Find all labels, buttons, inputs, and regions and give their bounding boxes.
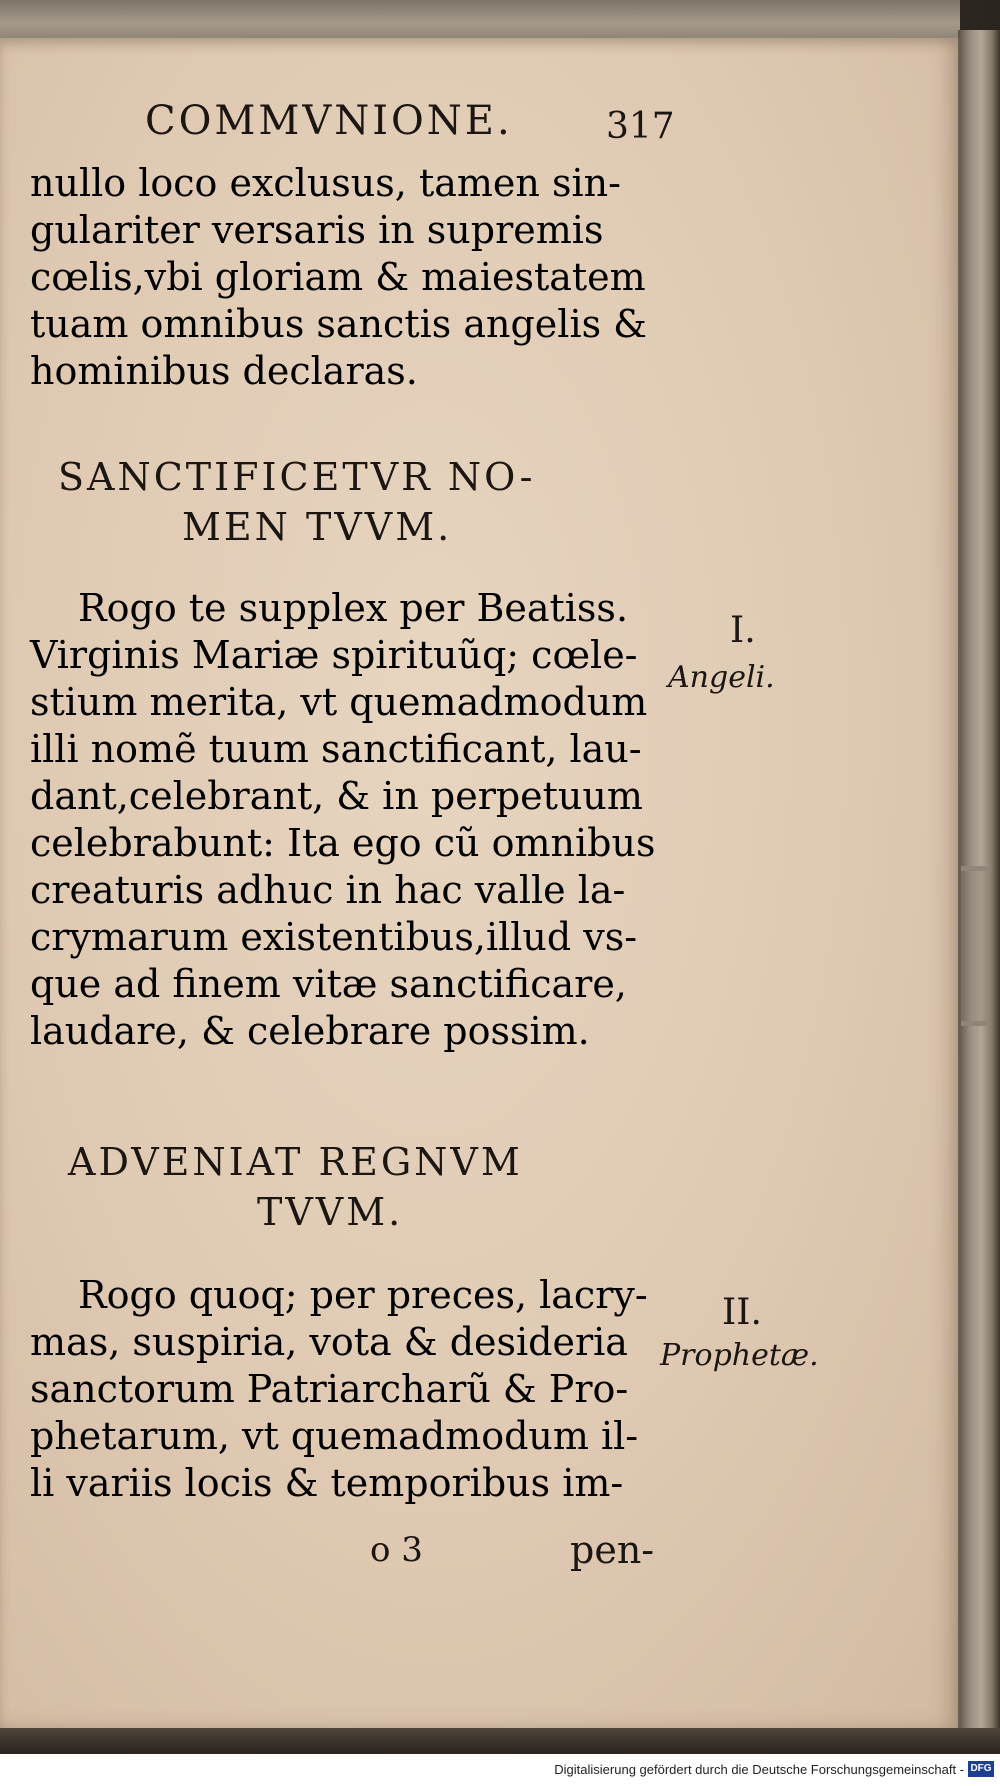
text-line: que ad finem vitæ sanctificare, xyxy=(30,962,627,1006)
text-line: Virginis Mariæ spirituũq; cœle- xyxy=(30,633,638,677)
text-line: cœlis,vbi gloriam & maiestatem xyxy=(30,255,646,299)
text-line: mas, suspiria, vota & desideria xyxy=(30,1320,628,1364)
section-heading-1-line2: MEN TVVM. xyxy=(182,505,453,549)
continuation-paragraph xyxy=(30,160,670,395)
text-line: sanctorum Patriarcharũ & Pro- xyxy=(30,1367,629,1411)
marginal-note-2: Prophetæ. xyxy=(660,1338,819,1373)
text-line: hominibus declaras. xyxy=(30,349,418,393)
funding-credit: Digitalisierung gefördert durch die Deutsche Forschungsgemeinschaft - xyxy=(554,1762,964,1777)
text-line: tuam omnibus sanctis angelis & xyxy=(30,302,647,346)
running-head: COMMVNIONE. xyxy=(145,98,513,144)
text-line: gulariter versaris in supremis xyxy=(30,208,604,252)
section-heading-1-line1: SANCTIFICETVR NO- xyxy=(58,455,536,499)
book-bottom-edge xyxy=(0,1728,1000,1754)
section-2-paragraph xyxy=(30,1272,670,1507)
section-heading-2-line2: TVVM. xyxy=(257,1190,404,1234)
page-number: 317 xyxy=(606,106,675,147)
footer-bar xyxy=(0,1754,1000,1786)
text-line: dant,celebrant, & in perpetuum xyxy=(30,774,643,818)
text-line: li variis locis & temporibus im- xyxy=(30,1461,624,1505)
text-line: Rogo quoq; per preces, lacry- xyxy=(78,1273,648,1317)
marginal-number-1: I. xyxy=(730,610,756,651)
text-line: celebrabunt: Ita ego cũ omnibus xyxy=(30,821,656,865)
signature-mark: o 3 xyxy=(370,1530,423,1570)
dfg-logo: DFG xyxy=(968,1761,994,1777)
text-line: laudare, & celebrare possim. xyxy=(30,1009,590,1053)
text-line: nullo loco exclusus, tamen sin- xyxy=(30,161,621,205)
text-line: phetarum, vt quemadmodum il- xyxy=(30,1414,639,1458)
text-line: crymarum existentibus,illud vs- xyxy=(30,915,638,959)
text-line: Rogo te supplex per Beatiss. xyxy=(78,586,629,630)
text-line: illi nomẽ tuum sanctificant, lau- xyxy=(30,727,642,771)
marginal-note-1: Angeli. xyxy=(668,660,775,695)
section-1-paragraph xyxy=(30,585,670,1055)
section-heading-2-line1: ADVENIAT REGNVM xyxy=(68,1140,523,1184)
catchword: pen- xyxy=(570,1528,655,1572)
text-line: stium merita, vt quemadmodum xyxy=(30,680,648,724)
text-line: creaturis adhuc in hac valle la- xyxy=(30,868,626,912)
marginal-number-2: II. xyxy=(722,1292,762,1333)
